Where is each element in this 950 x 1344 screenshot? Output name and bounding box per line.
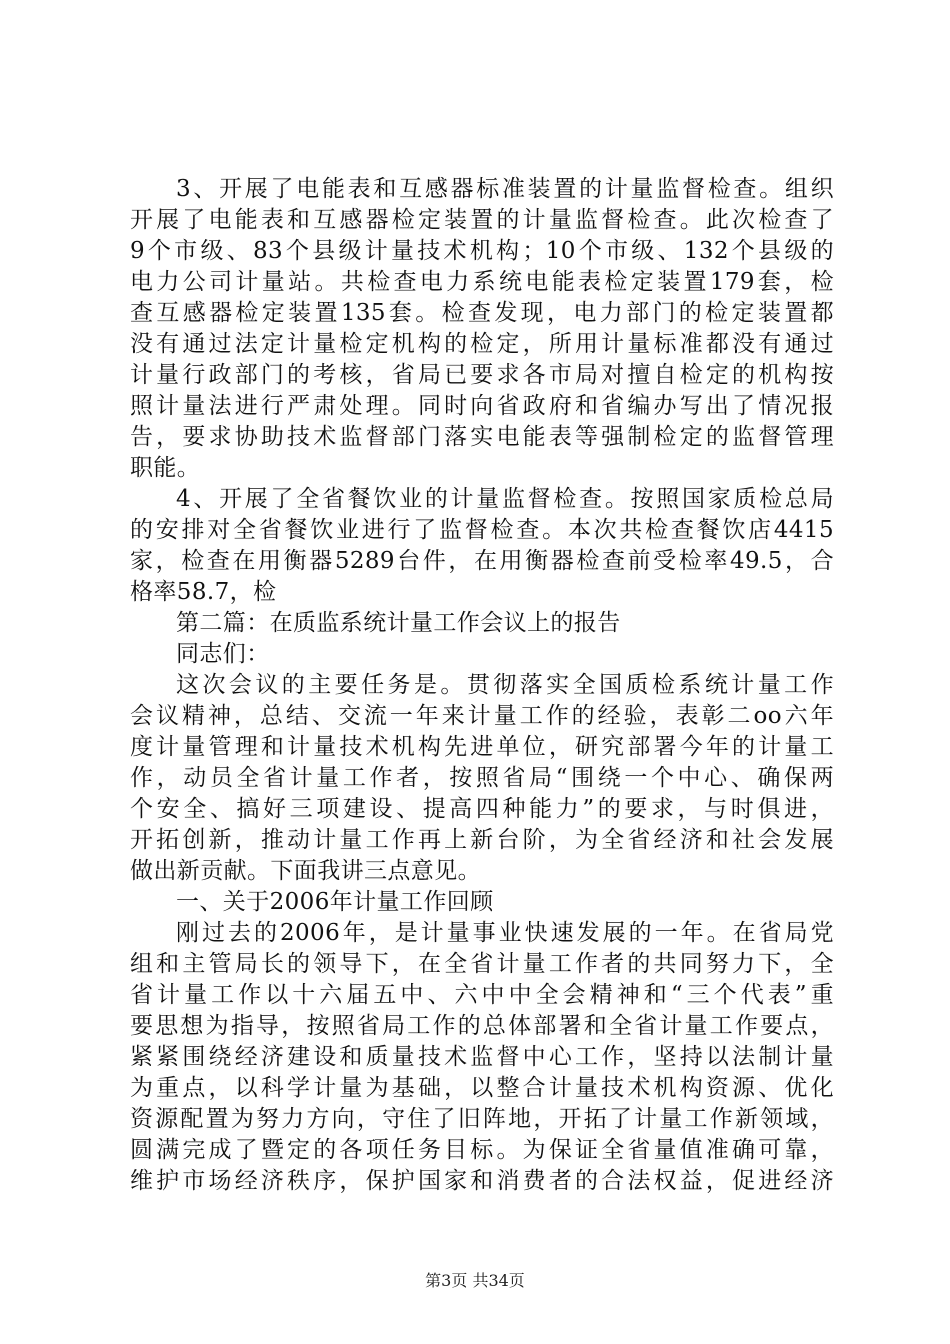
text-line: 计量行政部门的考核，省局已要求各市局对擅自检定的机构按 [130,362,834,388]
text-line: 省计量工作以十六届五中、六中中全会精神和“三个代表”重 [130,982,834,1008]
text-line: 紧紧围绕经济建设和质量技术监督中心工作，坚持以法制计量 [130,1044,834,1070]
text-line: 告，要求协助技术监督部门落实电能表等强制检定的监督管理 [130,424,834,450]
text-line: 作，动员全省计量工作者，按照省局“围绕一个中心、确保两 [130,765,834,791]
text-line: 3、开展了电能表和互感器标准装置的计量监督检查。组织 [176,176,834,202]
text-line: 做出新贡献。下面我讲三点意见。 [130,858,481,884]
text-line: 9个市级、83个县级计量技术机构；10个市级、132个县级的 [130,238,834,264]
text-line: 组和主管局长的领导下，在全省计量工作者的共同努力下，全 [130,951,834,977]
text-line: 这次会议的主要任务是。贯彻落实全国质检系统计量工作 [176,672,834,698]
text-line: 开展了电能表和互感器检定装置的计量监督检查。此次检查了 [130,207,834,233]
text-line: 度计量管理和计量技术机构先进单位，研究部署今年的计量工 [130,734,834,760]
text-line: 资源配置为努力方向，守住了旧阵地，开拓了计量工作新领域， [130,1106,834,1132]
text-line: 为重点，以科学计量为基础，以整合计量技术机构资源、优化 [130,1075,834,1101]
text-line: 4、开展了全省餐饮业的计量监督检查。按照国家质检总局 [176,486,834,512]
text-line: 电力公司计量站。共检查电力系统电能表检定装置179套，检 [130,269,834,295]
text-line: 同志们： [176,641,270,667]
text-line: 的安排对全省餐饮业进行了监督检查。本次共检查餐饮店4415 [130,517,834,543]
text-line: 维护市场经济秩序，保护国家和消费者的合法权益，促进经济 [130,1168,834,1194]
text-line: 没有通过法定计量检定机构的检定，所用计量标准都没有通过 [130,331,834,357]
text-line: 一、关于2006年计量工作回顾 [176,889,494,915]
document-body [130,174,834,1197]
text-line: 刚过去的2006年，是计量事业快速发展的一年。在省局党 [176,920,834,946]
text-line: 家，检查在用衡器5289台件，在用衡器检查前受检率49.5，合 [130,548,834,574]
text-line: 照计量法进行严肃处理。同时向省政府和省编办写出了情况报 [130,393,834,419]
page-number-footer: 第3页 共34页 [425,1271,525,1290]
text-line: 职能。 [130,455,201,481]
text-line: 第二篇：在质监系统计量工作会议上的报告 [176,610,621,636]
text-line: 查互感器检定装置135套。检查发现，电力部门的检定装置都 [130,300,834,326]
text-line: 格率58.7，检 [130,579,277,605]
text-line: 会议精神，总结、交流一年来计量工作的经验，表彰二oo六年 [130,703,834,729]
text-line: 要思想为指导，按照省局工作的总体部署和全省计量工作要点， [130,1013,834,1039]
text-line: 个安全、搞好三项建设、提高四种能力”的要求，与时俱进， [130,796,834,822]
text-line: 开拓创新，推动计量工作再上新台阶，为全省经济和社会发展 [130,827,834,853]
text-line: 圆满完成了暨定的各项任务目标。为保证全省量值准确可靠， [130,1137,834,1163]
